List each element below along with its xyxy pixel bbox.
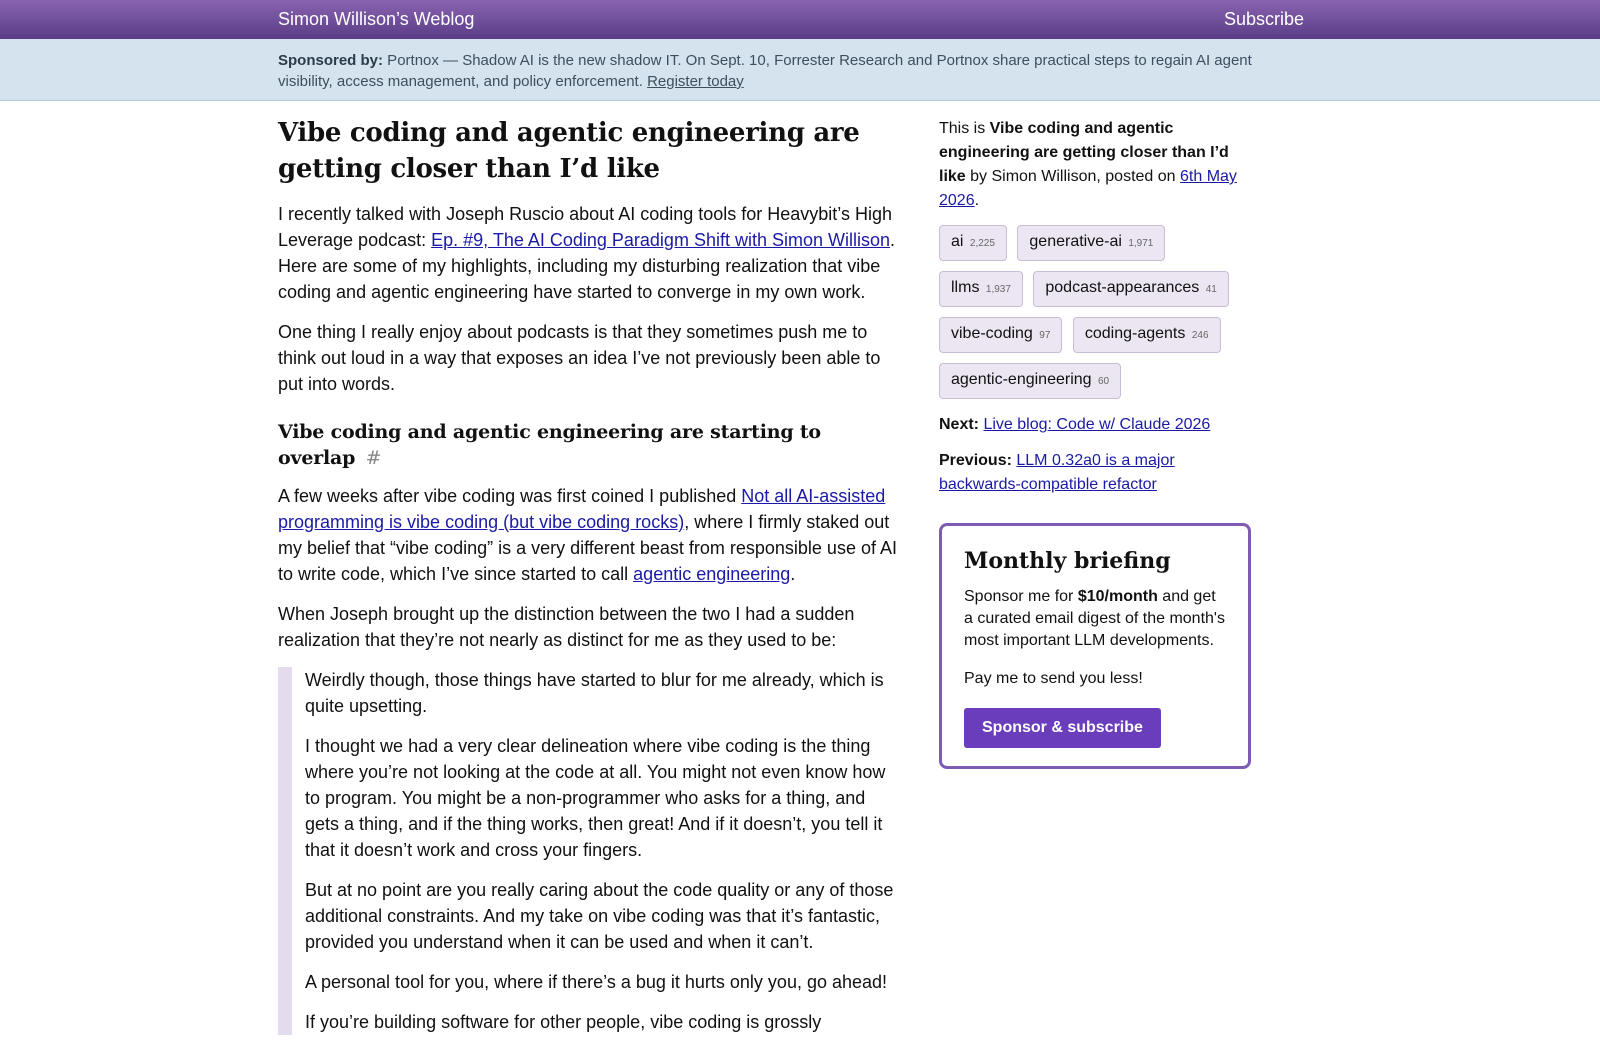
quote-block [278, 667, 903, 1035]
tag-count: 1,937 [985, 284, 1011, 295]
article-title: Vibe coding and agentic engineering are getting closer than I’d like [278, 118, 860, 184]
tag-coding-agents[interactable] [1073, 317, 1221, 353]
quote-paragraph: But at no point are you really caring about the code quality or any of those additional constraints. And my take on vibe coding was that it’s fantastic, provided you understand when it can be used and when it can’t. [305, 880, 894, 952]
p3-text-end: . [790, 564, 796, 584]
tag-podcast-appearances[interactable] [1033, 271, 1228, 307]
next-label: Next: [939, 416, 980, 433]
post-meta [939, 117, 1259, 213]
section-heading-text: Vibe coding and agentic engineering are starting to overlap [278, 421, 821, 469]
paragraph-vibe-coding [278, 483, 903, 587]
article [278, 115, 903, 1049]
site-title-link[interactable]: Simon Willison’s Weblog [278, 9, 475, 29]
briefing-price: $10/month [1077, 588, 1158, 605]
briefing-description [964, 586, 1226, 652]
briefing-text-start: Sponsor me for [964, 588, 1078, 605]
sponsor-subscribe-button[interactable]: Sponsor & subscribe [964, 708, 1161, 748]
next-post [939, 413, 1259, 437]
sponsor-banner [0, 39, 1600, 101]
tag-name: vibe-coding [951, 325, 1033, 342]
intro-text-start: I recently talked with Joseph Ruscio about AI coding tools for Heavybit’s High Leverage podcast: [278, 204, 892, 250]
agentic-engineering-link[interactable]: agentic engineering [633, 564, 791, 584]
sponsor-message: Portnox — Shadow AI is the new shadow IT. On Sept. 10, Forrester Research and Portnox share practical steps to regain AI agent visibility, access management, and policy enforcement. [278, 52, 1252, 90]
tag-count: 60 [1098, 376, 1110, 387]
p3-text-start: A few weeks after vibe coding was first coined I published [278, 486, 742, 506]
quote-paragraph: If you’re building software for other people, vibe coding is grossly [305, 1012, 822, 1032]
tag-name: ai [951, 233, 964, 250]
tag-agentic-engineering[interactable] [939, 363, 1121, 399]
meta-byline: by Simon Willison, posted on [965, 168, 1181, 185]
tag-count: 97 [1039, 330, 1051, 341]
tag-name: llms [951, 279, 980, 296]
p3-text-mid: , where I firmly staked out my belief that “vibe coding” is a very different beast from responsible use of AI to write code, which I’ve since started to call [278, 512, 897, 584]
monthly-briefing-box [939, 523, 1251, 769]
previous-post [939, 449, 1259, 497]
tag-name: agentic-engineering [951, 371, 1092, 388]
tag-llms[interactable] [939, 271, 1023, 307]
tag-generative-ai[interactable] [1017, 225, 1165, 261]
briefing-title: Monthly briefing [964, 548, 1171, 574]
tag-vibe-coding[interactable] [939, 317, 1062, 353]
meta-this-is: This is [939, 120, 990, 137]
post-date-link[interactable]: 6th May 2026 [939, 168, 1237, 209]
paragraph-podcasts: One thing I really enjoy about podcasts is that they sometimes push me to think out loud in a way that exposes an idea I’ve not previously been able to put into words. [278, 322, 881, 394]
paragraph-joseph: When Joseph brought up the distinction between the two I had a sudden realization that they’re not nearly as distinct for me as they used to be: [278, 604, 855, 650]
tag-name: podcast-appearances [1045, 279, 1200, 296]
tag-name: coding-agents [1084, 325, 1186, 342]
meta-post-title: Vibe coding and agentic engineering are getting closer than I’d like [939, 120, 1229, 185]
section-anchor-link[interactable]: # [365, 447, 382, 469]
sponsor-text [278, 50, 1278, 92]
tag-count: 41 [1205, 284, 1217, 295]
previous-label: Previous: [939, 452, 1012, 469]
podcast-episode-link[interactable]: Ep. #9, The AI Coding Paradigm Shift with Simon Willison [431, 230, 890, 250]
paragraph-intro [278, 201, 903, 305]
intro-text-end: . Here are some of my highlights, including my disturbing realization that vibe coding and agentic engineering have started to converge in my own work. [278, 230, 896, 302]
subscribe-link[interactable]: Subscribe [1223, 9, 1304, 29]
quote-paragraph: Weirdly though, those things have started to blur for me already, which is quite upsetting. [305, 670, 884, 716]
section-heading [278, 419, 903, 471]
tag-ai[interactable] [939, 225, 1007, 261]
register-today-link[interactable]: Register today [647, 73, 744, 90]
tag-name: generative-ai [1029, 233, 1122, 250]
tag-list [939, 225, 1249, 409]
briefing-text-end: and get a curated email digest of the month's most important LLM developments. [964, 588, 1225, 649]
next-post-link[interactable]: Live blog: Code w/ Claude 2026 [983, 416, 1211, 433]
sidebar [939, 117, 1259, 769]
tag-count: 246 [1191, 330, 1209, 341]
previous-post-link[interactable]: LLM 0.32a0 is a major backwards-compatible refactor [939, 452, 1175, 493]
tag-count: 1,971 [1128, 238, 1154, 249]
site-header [0, 0, 1600, 39]
sponsor-label: Sponsored by: [278, 52, 384, 69]
meta-period: . [974, 192, 980, 209]
not-all-ai-assisted-link[interactable]: Not all AI-assisted programming is vibe coding (but vibe coding rocks) [278, 486, 886, 532]
briefing-tagline: Pay me to send you less! [964, 670, 1143, 687]
quote-paragraph: I thought we had a very clear delineation where vibe coding is the thing where you’re not looking at the code at all. You might not even know how to program. You might be a non-programmer who asks for a thing, and gets a thing, and if the thing works, then great! And if it doesn’t, you tell it that it doesn’t work and cross your fingers. [305, 736, 886, 860]
quote-paragraph: A personal tool for you, where if there’s a bug it hurts only you, go ahead! [305, 972, 888, 992]
tag-count: 2,225 [969, 238, 995, 249]
